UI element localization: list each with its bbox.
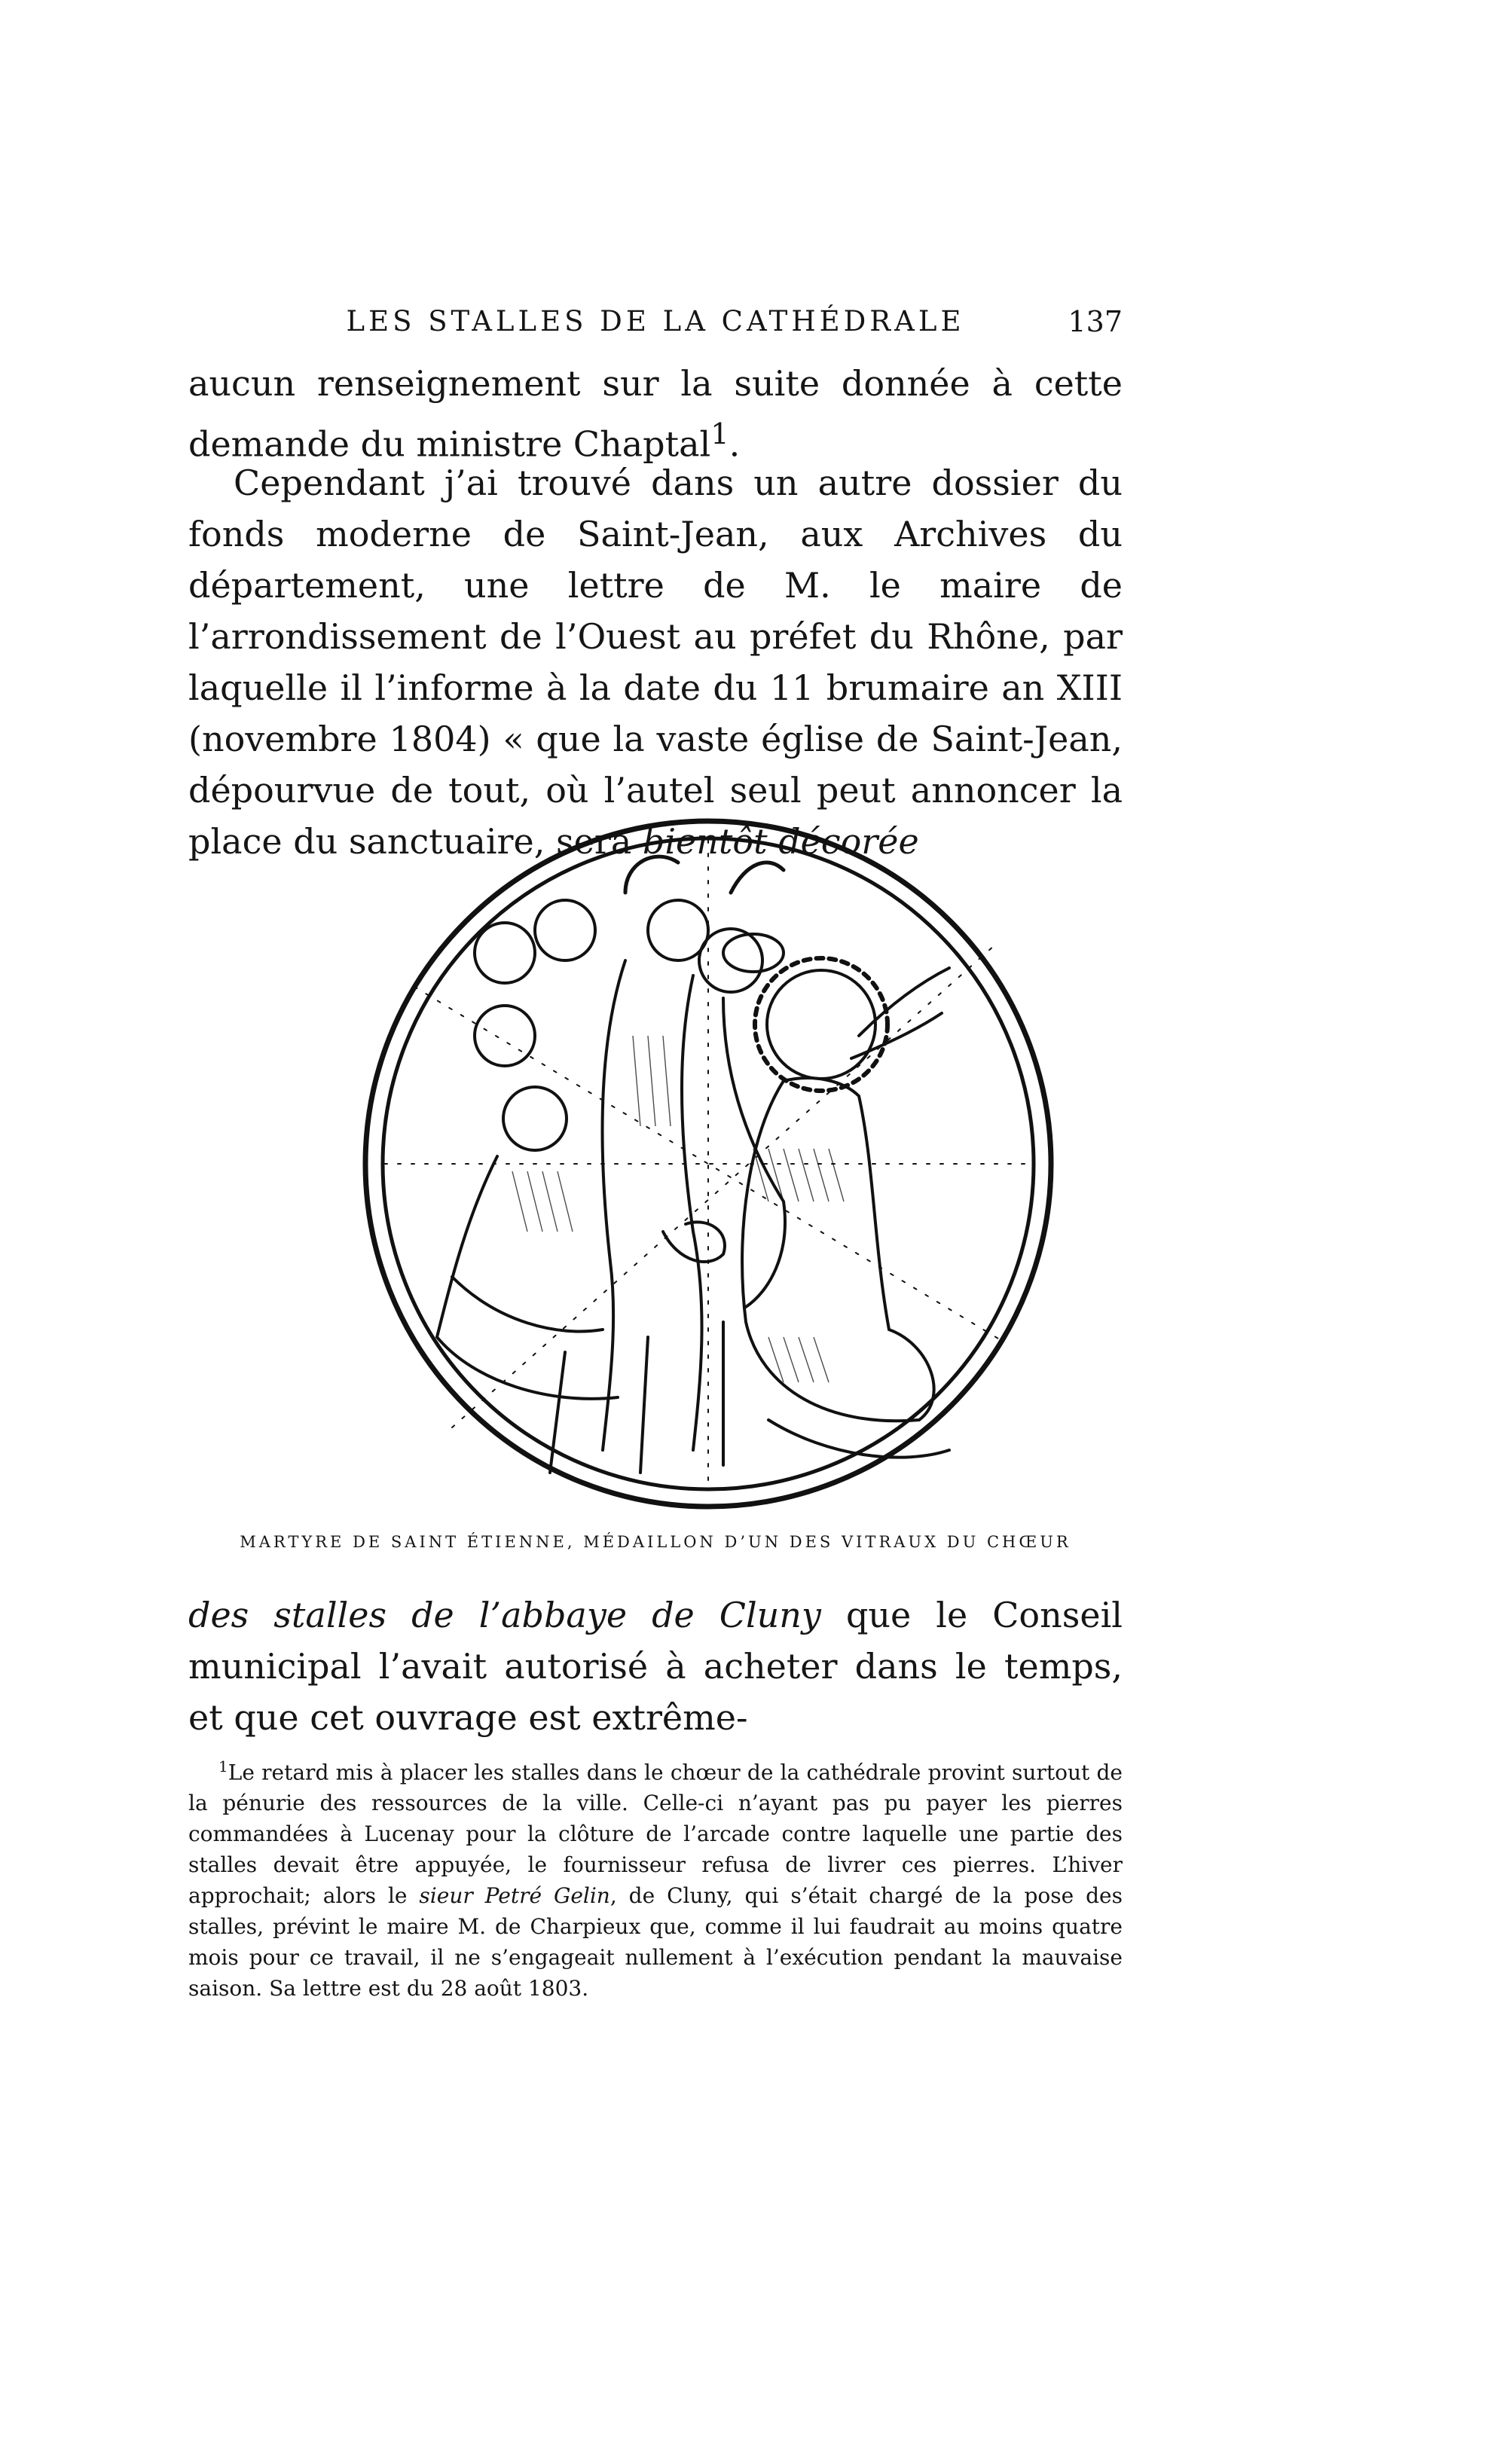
paragraph-3-italic: des stalles de l’abbaye de Cluny [188,1595,821,1635]
footnote-italic: sieur Petré Gelin [419,1883,610,1909]
stained-glass-medallion-illustration [301,810,1115,1518]
footnote-marker: 1 [218,1757,228,1775]
paragraph-1-end: . [729,423,741,465]
running-title: LES STALLES DE LA CATHÉDRALE [346,305,965,337]
paragraph-2 [188,457,1123,867]
footnote [188,1751,1123,2004]
footnote-text: Le retard mis à placer les stalles dans le chœur de la cathédrale provint surtout de la pénurie des ressources de la ville. Celle-ci n’ayant pas pu payer les pierres commandées à Lucenay pour la clôture de l’arcade contre laquelle une partie des stalles devait être appuyée, le fournisseur refusa de livrer ces pierres. L’hiver approchait; alors le [188,1760,1123,1909]
page-number: 137 [1068,305,1123,338]
paragraph-2-text: Cependant j’ai trouvé dans un autre dossier du fonds moderne de Saint-Jean, aux Archives du département, une lettre de M. le maire de l’arrondissement de l’Ouest au préfet du Rhône, par laquelle il l’informe à la date du 11 brumaire an XIII (novembre 1804) « que la vaste église de Saint-Jean, dépourvue de tout, où l’autel seul peut annoncer la place du sanctuaire, sera [188,463,1123,862]
paragraph-2-italic: bientôt décorée [642,821,919,862]
footnote-text-end: , de Cluny, qui s’était chargé de la pose des stalles, prévint le maire M. de Charpieux que, comme il lui faudrait au moins quatre mois pour ce travail, il ne s’engageait nullement à l’exécution pendant la mauvaise saison. Sa lettre est du 28 août 1803. [188,1883,1123,2001]
figure-caption: MARTYRE DE SAINT ÉTIENNE, MÉDAILLON D’UN DES VITRAUX DU CHŒUR [240,1533,1071,1551]
paragraph-1 [188,358,1123,469]
page-header [188,305,1123,350]
paragraph-3 [188,1589,1123,1743]
medallion-engraving [301,810,1115,1518]
paragraph-1-text: aucun renseignement sur la suite donnée à cette demande du ministre Chaptal [188,363,1123,465]
paragraph-3-text: que le Conseil municipal l’avait autorisé à acheter dans le temps, et que cet ouvrage est extrême- [188,1595,1123,1738]
footnote-reference: 1 [710,417,729,451]
